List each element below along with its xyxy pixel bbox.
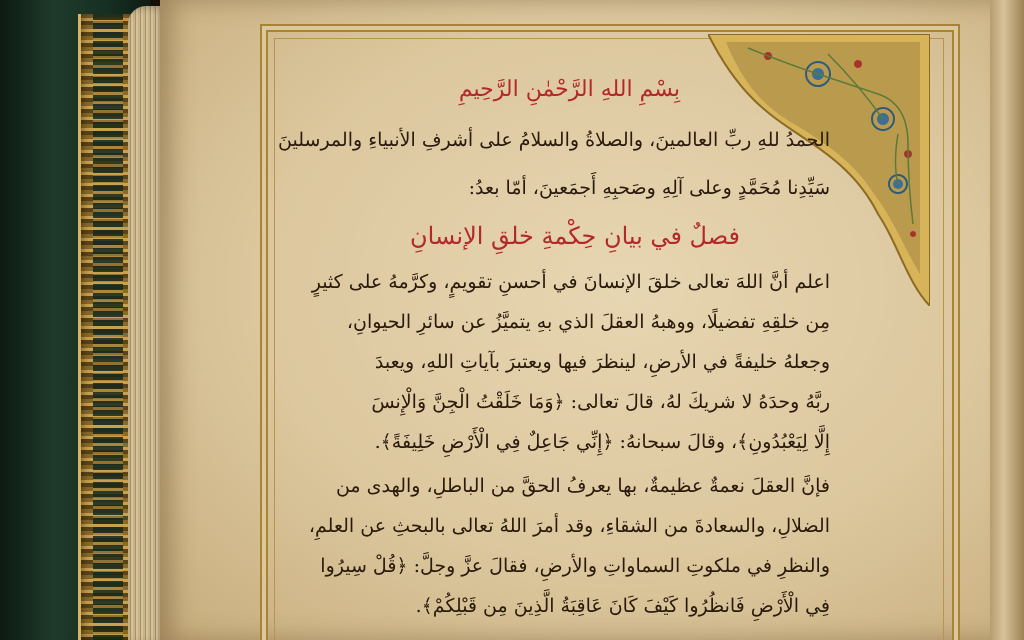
body-line-4: ربَّهُ وحدَهُ لا شريكَ لهُ، قالَ تعالى: ﴿وَمَا خَلَقْتُ الْجِنَّ وَالْإِنسَ (371, 391, 830, 413)
illuminated-corner-ornament (708, 34, 930, 306)
right-page-edge (990, 0, 1024, 640)
body-line-6: فإنَّ العقلَ نعمةٌ عظيمةٌ، بها يعرفُ الحقَّ من الباطلِ، والهدى من (335, 475, 830, 497)
body-line-9: فِي الْأَرْضِ فَانظُرُوا كَيْفَ كَانَ عَاقِبَةُ الَّذِينَ مِن قَبْلِكُمْ﴾. (415, 595, 830, 617)
intro-line-2: سَيِّدِنا مُحَمَّدٍ وعلى آلِهِ وصَحبِهِ أَجمَعينَ، أمّا بعدُ: (468, 177, 830, 199)
body-line-2: مِن خلقِهِ تفضيلًا، ووهبهُ العقلَ الذي بهِ يتميَّزُ عن سائرِ الحيوانِ، (346, 311, 830, 333)
body-line-8: والنظرِ في ملكوتِ السماواتِ والأرضِ، فقالَ عزَّ وجلَّ: ﴿قُلْ سِيرُوا (320, 555, 830, 577)
body-line-1: اعلم أنَّ اللهَ تعالى خلقَ الإنسانَ في أحسنِ تقويمٍ، وكرَّمهُ على كثيرٍ (311, 271, 830, 293)
intro-line-1: الحمدُ للهِ ربِّ العالمينَ، والصلاةُ والسلامُ على أشرفِ الأنبياءِ والمرسلينَ (278, 129, 830, 151)
body-line-7: الضلالِ، والسعادةَ من الشقاءِ، وقد أمرَ اللهُ تعالى بالبحثِ عن العلمِ، (308, 515, 830, 537)
chapter-heading: فصلٌ في بيانِ حِكْمةِ خلقِ الإنسانِ (410, 222, 740, 250)
basmala-line: بِسْمِ اللهِ الرَّحْمٰنِ الرَّحِيمِ (458, 77, 680, 102)
body-line-3: وجعلهُ خليفةً في الأرضِ، لينظرَ فيها ويعتبرَ بآياتِ اللهِ، ويعبدَ (374, 351, 830, 373)
body-line-5: إِلَّا لِيَعْبُدُونِ﴾، وقالَ سبحانهُ: ﴿إِنِّي جَاعِلٌ فِي الْأَرْضِ خَلِيفَةً﴾. (374, 431, 830, 453)
